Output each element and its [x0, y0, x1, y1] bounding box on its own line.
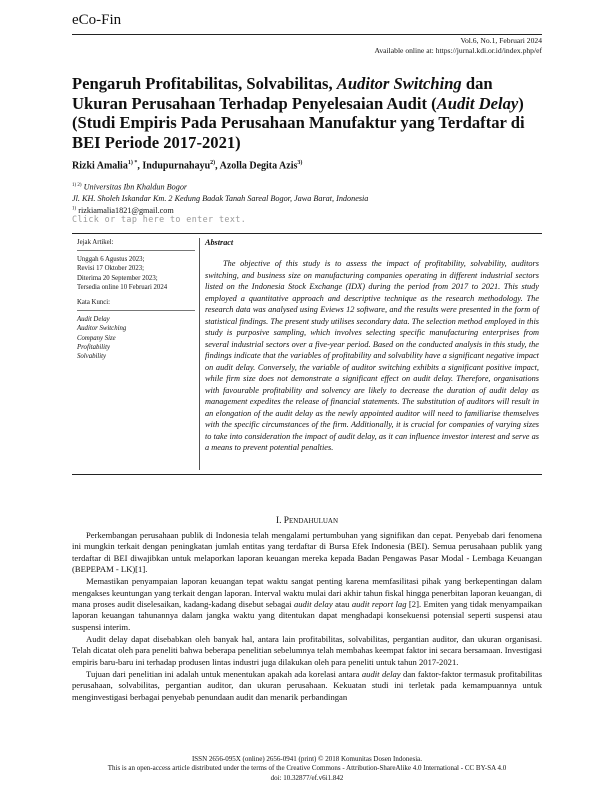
paragraph-text: Memastikan penyampaian laporan keuangan tepat waktu sangat penting karena memfasilitasi pihak yang berkepentingan dalam mengakses keuntungan yang terkait dengan laporan. Interval waktu mulai dari akhir tahun fiskal hingga penerbitan laporan keuangan, di mana proses audit diselesaikan, kadang-kadang disebut sebagai	[72, 576, 542, 610]
keyword-item: Solvability	[77, 353, 107, 361]
affiliation-sup: 1) 2)	[72, 183, 82, 188]
footer-license[interactable]: This is an open-access article distributed under the terms of the Creative Commons - Attribution-ShareAlike 4.0 International - CC BY-SA 4.0	[107, 764, 507, 773]
paragraph-text: atau	[332, 599, 352, 610]
journal-name: eCo-Fin	[72, 12, 122, 28]
keyword-item: Company Size	[77, 334, 116, 342]
history-rule	[77, 250, 195, 251]
header-rule	[72, 34, 542, 35]
paragraph-text: dan faktor-faktor termasuk profitabilitas perusahaan, solvabilitas, pergantian auditor, dan ukuran perusahaan. Kekuatan studi ini terletak pada kemampuannya untuk menginvestigasi berbagai penyebab penundaan audit dan menarik perbandingan	[72, 669, 542, 702]
author-list: Rizki Amalia$^{1) *}$, Indupurnahayu$^{2)}$, Azolla Degita Azis$^{3)}$	[72, 160, 303, 172]
keywords-label: Kata Kunci:	[77, 299, 111, 307]
keywords-rule	[77, 310, 195, 311]
history-item: Unggah 6 Agustus 2023;	[77, 256, 145, 264]
abstract-heading: Abstract	[205, 238, 234, 247]
footer-doi[interactable]: doi: 10.32877/ef.v6i1.842	[270, 773, 344, 782]
affiliation-address: Jl. KH. Sholeh Iskandar Km. 2 Kedung Badak Tanah Sareal Bogor, Jawa Barat, Indonesia	[72, 194, 369, 204]
history-item: Tersedia online 10 Februari 2024	[77, 283, 168, 291]
body-text	[72, 530, 542, 704]
title-part-2: dan Ukuran Perusahaan Terhadap Penyelesaian Audit (	[72, 74, 493, 113]
title-italic-1: Auditor Switching	[336, 74, 462, 93]
author-name: Rizki Amalia	[72, 160, 128, 172]
email-sup: 1)	[72, 206, 77, 212]
history-label: Jejak Artikel:	[77, 239, 114, 246]
affiliation	[72, 180, 368, 205]
history-item: Diterima 20 September 2023;	[77, 274, 158, 282]
paragraph-text: Tujuan dari penelitian ini adalah untuk menentukan apakah ada korelasi antara	[86, 669, 362, 680]
section-number: I.	[275, 516, 282, 526]
keyword-item: Auditor Switching	[77, 325, 127, 333]
content-control-placeholder[interactable]: Click or tap here to enter text.	[72, 214, 247, 224]
author-sup: 2)	[210, 160, 216, 166]
info-divider	[199, 238, 200, 470]
paragraph	[72, 576, 542, 633]
paragraph-italic: audit delay	[293, 599, 333, 610]
article-history-panel	[77, 238, 195, 361]
paragraph-italic: audit report lag	[351, 599, 407, 610]
page-footer	[72, 755, 542, 783]
available-online-link[interactable]: Available online at: https://jurnal.kdi.or.id/index.php/ef	[374, 46, 542, 55]
section-heading	[72, 516, 542, 526]
journal-issue-info	[374, 36, 542, 56]
title-italic-2: Audit Delay	[436, 93, 519, 113]
author-name: Azolla Degita Azis	[219, 160, 298, 172]
keyword-item: Audit Delay	[77, 316, 110, 324]
paragraph	[72, 669, 542, 703]
footer-issn: ISSN 2656-095X (online) 2656-0941 (print) © 2018 Komunitas Dosen Indonesia.	[191, 755, 423, 763]
title-part-3: ) (Studi Empiris Pada Perusahaan Manufaktur yang Terdaftar di BEI Periode 2017-2021)	[72, 93, 525, 152]
author-email[interactable]: rizkiamalia1821@gmail.com	[78, 206, 174, 215]
author-name: Indupurnahayu	[142, 160, 211, 172]
affiliation-university: Universitas Ibn Khaldun Bogor	[83, 182, 188, 192]
author-sup: 1) *	[127, 160, 138, 166]
history-item: Revisi 17 Oktober 2023;	[77, 265, 145, 273]
abstract-text: The objective of this study is to assess the impact of profitability, solvability, auditors switching, and business size on manufacturing companies operating in different industrial sectors listed on the Indonesia Stock Exchange (IDX) during the period from 2017 to 2021. This study employed a quantitative approach and descriptive technique as the research methodology. The research data was analysed using Eviews 12 software, and the results were presented in the form of statistical findings. The present study utilises secondary data. The selection method employed in this study is purposive sampling, which involves selecting specific manufacturing enterprises from several industrial sectors over a five-year period. Based on the conducted analysis in this study, the findings indicate that the variables of profitability and solvability have a significant negative impact on audit delay. Conversely, the variable of auditor switching exhibits a significant positive impact, while firm size does not demonstrate a significant effect on audit delay. Therefore, organisations with favourable profitability and solvency are likely to decrease the duration of audit delay as management expedites the release of financial statements. The substitution of auditors will result in an elongation of the audit delay as the newly appointed auditor will need to familiarise themselves with the specific circumstances of the firm. Additionally, it is crucial for companies of varying sizes to take into consideration the impact of audit delay, as it can influence investor interest and serve as a means to prevent potential penalties.	[205, 259, 539, 452]
paragraph: Perkembangan perusahaan publik di Indonesia telah mengalami pertumbuhan yang signifikan dan cepat. Penyebab dari fenomena ini mungkin terkait dengan peningkatan jumlah entitas yang terdaftar di Bursa Efek Indonesia (BEI). Semua perusahaan publik yang terdaftar di BEI diwajibkan untuk melaporkan laporan keuangan mereka kepada Badan Pengawas Pasar Modal - Lembaga Keuangan (BEPEPAM - LK)[1].	[72, 530, 542, 575]
volume-info: Vol.6, No.1, Februari 2024	[460, 36, 542, 45]
paragraph-italic: audit delay	[361, 669, 401, 680]
title-part-1: Pengaruh Profitabilitas, Solvabilitas,	[72, 74, 337, 93]
article-title	[72, 74, 542, 152]
paragraph: Audit delay dapat disebabkan oleh banyak hal, antara lain profitabilitas, solvabilitas, pergantian auditor, dan ukuran organisasi. Telah dicatat oleh para peneliti bahwa beberapa penelitian sebelumnya telah membahas keempat faktor ini secara bersamaan. Investigasi empiris baru-baru ini terhadap produsen lintas industri juga dilakukan oleh para peneliti untuk tahun 2017-2021.	[72, 634, 542, 667]
keyword-item: Profitability	[77, 343, 110, 351]
paragraph-text: [2]. Emiten yang tidak menyampaikan laporan keuangan tahunannya dalam jangka waktu yang ditentukan dapat menghadapi konsekuensi potensial seperti suspensi atau suspensi interim.	[72, 599, 542, 632]
section-title: Pendahuluan	[283, 516, 339, 526]
author-sup: 3)	[297, 160, 303, 166]
